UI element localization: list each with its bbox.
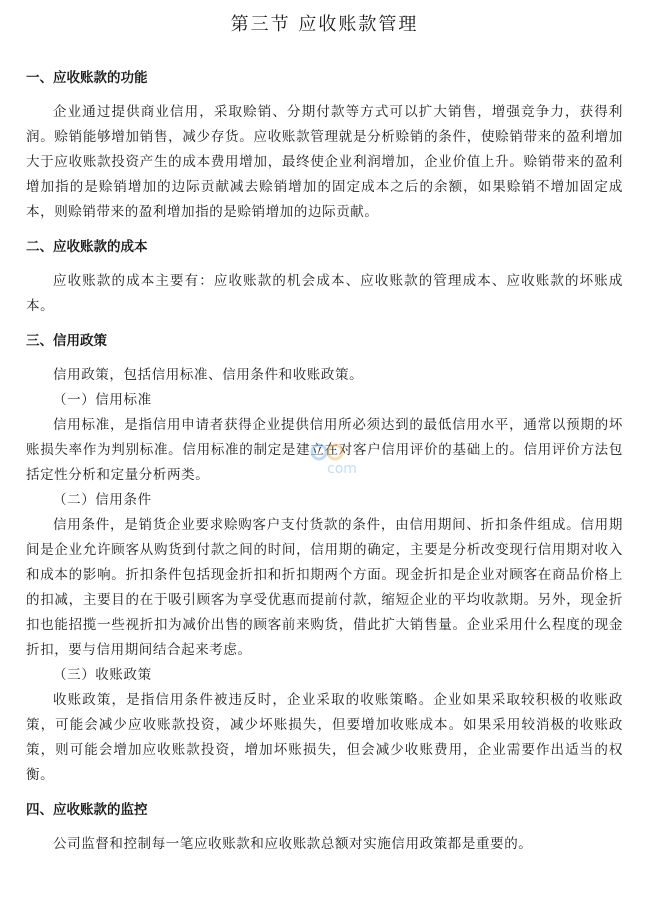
section-heading-monitoring: 四、应收账款的监控 — [26, 802, 148, 818]
page-title: 第三节 应收账款管理 — [230, 14, 419, 35]
subsection-label-credit-terms: （二）信用条件 — [53, 492, 152, 508]
section-heading-functions: 一、应收账款的功能 — [26, 70, 148, 86]
paragraph-credit-terms: 信用条件，是销货企业要求赊购客户支付货款的条件，由信用期间、折扣条件组成。信用期间是企业允许顾客从购货到付款之间的时间，信用期的确定，主要是分析改变现行信用期对收入和成本的影响。折扣条件包括现金折扣和折扣期两个方面。现金折扣是企业对顾客在商品价格上的扣减，主要目的在于吸引顾客为享受优惠而提前付款，缩短企业的平均收款期。另外，现金折扣也能招揽一些视折扣为减价出售的顾客前来购货，借此扩大销售量。企业采用什么程度的现金折扣，要与信用期间结合起来考虑。 — [26, 517, 623, 658]
subsection-label-collection-policy: （三）收账政策 — [53, 667, 152, 683]
paragraph-credit-policy-intro: 信用政策，包括信用标准、信用条件和收账政策。 — [53, 367, 364, 383]
paragraph-credit-standard: 信用标准，是指信用申请者获得企业提供信用所必须达到的最低信用水平，通常以预期的坏账损失率作为判别标准。信用标准的制定是建立在对客户信用评价的基础上的。信用评价方法包括定性分析和定量分析两类。 — [26, 417, 623, 483]
paragraph-functions: 企业通过提供商业信用，采取赊销、分期付款等方式可以扩大销售，增强竞争力，获得利润。赊销能够增加销售，减少存货。应收账款管理就是分析赊销的条件，使赊销带来的盈利增加大于应收账款投资产生的成本费用增加，最终使企业利润增加，企业价值上升。赊销带来的盈利增加指的是赊销增加的边际贡献减去赊销增加的固定成本之后的余额，如果赊销不增加固定成本，则赊销带来的盈利增加指的是赊销增加的边际贡献。 — [26, 104, 623, 220]
watermark-text: com — [327, 461, 357, 477]
paragraph-collection-policy: 收账政策，是指信用条件被违反时，企业采取的收账策略。企业如果采取较积极的收账政策，可能会减少应收账款投资，减少坏账损失，但要增加收账成本。如果采用较消极的收账政策，则可能会增加应收账款投资，增加坏账损失，但会减少收账费用，企业需要作出适当的权衡。 — [26, 692, 623, 783]
section-heading-credit-policy: 三、信用政策 — [26, 333, 107, 349]
subsection-label-credit-standard: （一）信用标准 — [53, 392, 152, 408]
paragraph-costs: 应收账款的成本主要有：应收账款的机会成本、应收账款的管理成本、应收账款的坏账成本。 — [26, 273, 623, 314]
section-heading-costs: 二、应收账款的成本 — [26, 239, 148, 255]
paragraph-monitoring: 公司监督和控制每一笔应收账款和应收账款总额对实施信用政策都是重要的。 — [53, 836, 533, 852]
